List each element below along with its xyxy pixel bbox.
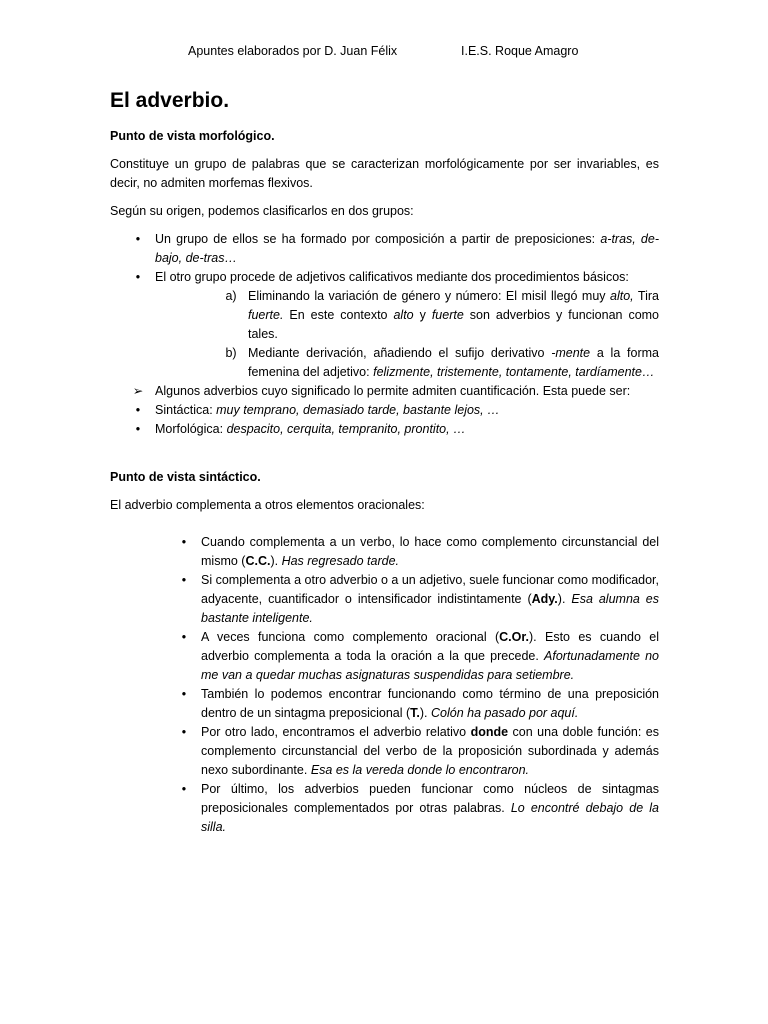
example-text: -mente	[551, 346, 591, 360]
sub-item-text: y	[413, 308, 432, 322]
list-item	[110, 685, 659, 723]
sub-item-text: son adverbios y funcionan como tales.	[248, 308, 660, 341]
list-item-label: Sintáctica:	[155, 403, 217, 417]
bullet-icon: •	[181, 725, 187, 739]
list-item-text: Por otro lado, encontramos el adverbio relativo	[201, 725, 471, 739]
list-item-text: ).	[419, 706, 431, 720]
list-item	[110, 628, 659, 685]
list-item-text: ).	[557, 592, 572, 606]
list-item	[110, 420, 659, 439]
bullet-icon: •	[135, 422, 141, 436]
bullet-icon: •	[181, 535, 187, 549]
list-item-text: Algunos adverbios cuyo significado lo permite admiten cuantificación. Esta puede ser:	[155, 384, 631, 398]
bullet-icon: •	[135, 270, 141, 284]
example-text: alto,	[610, 289, 634, 303]
list-item-text: ). Esto es cuando el adverbio complementa a toda la oración a la que precede.	[201, 630, 659, 663]
example-text: muy temprano, demasiado tarde, bastante lejos, …	[216, 403, 500, 417]
bullet-icon: •	[181, 782, 187, 796]
example-text: fuerte.	[248, 308, 284, 322]
morph-paragraph-1: Constituye un grupo de palabras que se caracterizan morfológicamente por ser invariables, es decir, no admiten morfemas flexivos.	[110, 157, 659, 190]
section-spacer	[110, 448, 659, 468]
example-text: despacito, cerquita, tempranito, prontito, …	[226, 422, 466, 436]
example-text: Has regresado tarde.	[281, 554, 399, 568]
document-title: El adverbio.	[110, 89, 230, 112]
list-item	[110, 268, 659, 287]
function-abbreviation: Ady.	[531, 592, 558, 606]
example-text: felizmente, tristemente, tontamente, tardíamente…	[373, 365, 655, 379]
example-text: fuerte	[431, 308, 464, 322]
function-abbreviation: C.Or.	[499, 630, 530, 644]
header-author: Apuntes elaborados por D. Juan Félix	[188, 44, 398, 58]
example-text: Lo encontré debajo de la silla.	[201, 801, 659, 834]
sub-list-container	[110, 287, 659, 382]
morph-list	[110, 230, 659, 439]
section-heading-syntactic: Punto de vista sintáctico.	[110, 470, 261, 484]
list-item-text: A veces funciona como complemento oracional (	[201, 630, 500, 644]
list-item	[110, 230, 659, 268]
document-body	[110, 86, 659, 837]
arrow-bullet-icon: ➢	[132, 384, 144, 398]
example-text: Afortunadamente no me van a quedar muchas asignaturas suspendidas para setiembre.	[201, 649, 660, 682]
example-text: Esa es la vereda donde lo encontraron.	[310, 763, 530, 777]
function-abbreviation: C.C.	[245, 554, 271, 568]
list-item-text: Cuando complementa a un verbo, lo hace como complemento circunstancial del mismo (	[201, 535, 659, 568]
sub-item-text: Mediante derivación, añadiendo el sufijo derivativo	[248, 346, 552, 360]
list-item-text: También lo podemos encontrar funcionando como término de una preposición dentro de un sintagma preposicional (	[201, 687, 659, 720]
header-school: I.E.S. Roque Amagro	[461, 44, 579, 58]
relative-adverb: donde	[470, 725, 509, 739]
bullet-icon: •	[181, 573, 187, 587]
list-item-text: Un grupo de ellos se ha formado por composición a partir de preposiciones:	[155, 232, 601, 246]
example-text: alto	[393, 308, 414, 322]
bullet-icon: •	[181, 630, 187, 644]
sub-item-text: Tira	[633, 289, 659, 303]
sub-item-a	[110, 287, 659, 344]
list-item	[110, 533, 659, 571]
sub-item-text: En este contexto	[283, 308, 394, 322]
example-text: Colón ha pasado por aquí.	[431, 706, 579, 720]
syntactic-list	[110, 533, 659, 837]
list-item	[110, 723, 659, 780]
function-abbreviation: T.	[410, 706, 420, 720]
bullet-icon: •	[181, 687, 187, 701]
sub-item-text: a la forma femenina del adjetivo:	[248, 346, 659, 379]
list-item-text: El otro grupo procede de adjetivos calificativos mediante dos procedimientos básicos:	[155, 270, 629, 284]
section-heading-morphological: Punto de vista morfológico.	[110, 129, 275, 143]
list-item-text: ).	[270, 554, 282, 568]
list-item	[110, 780, 659, 837]
sub-item-b	[110, 344, 659, 382]
list-item	[110, 382, 659, 401]
syntactic-intro: El adverbio complementa a otros elementos oracionales:	[110, 498, 425, 512]
list-item-text: Por último, los adverbios pueden funcionar como núcleos de sintagmas preposicionales complementados por otras palabras.	[201, 782, 659, 815]
sub-item-marker: a)	[225, 289, 237, 303]
sub-item-text: Eliminando la variación de género y número: El misil llegó muy	[248, 289, 611, 303]
morph-paragraph-2: Según su origen, podemos clasificarlos en dos grupos:	[110, 204, 414, 218]
alpha-sublist	[110, 287, 659, 382]
list-item-text: con una doble función: es complemento circunstancial del verbo de la proposición subordinada y además nexo subordinante.	[201, 725, 659, 777]
example-text: Esa alumna es bastante inteligente.	[201, 592, 660, 625]
sub-item-marker: b)	[225, 346, 237, 360]
bullet-icon: •	[135, 232, 141, 246]
example-text: a-tras, de-bajo, de-tras…	[155, 232, 659, 265]
bullet-icon: •	[135, 403, 141, 417]
list-item-text: Si complementa a otro adverbio o a un adjetivo, suele funcionar como modificador, adyacente, cuantificador o intensificador indistintamente (	[201, 573, 659, 606]
list-item	[110, 571, 659, 628]
list-item-label: Morfológica:	[155, 422, 227, 436]
list-item	[110, 401, 659, 420]
